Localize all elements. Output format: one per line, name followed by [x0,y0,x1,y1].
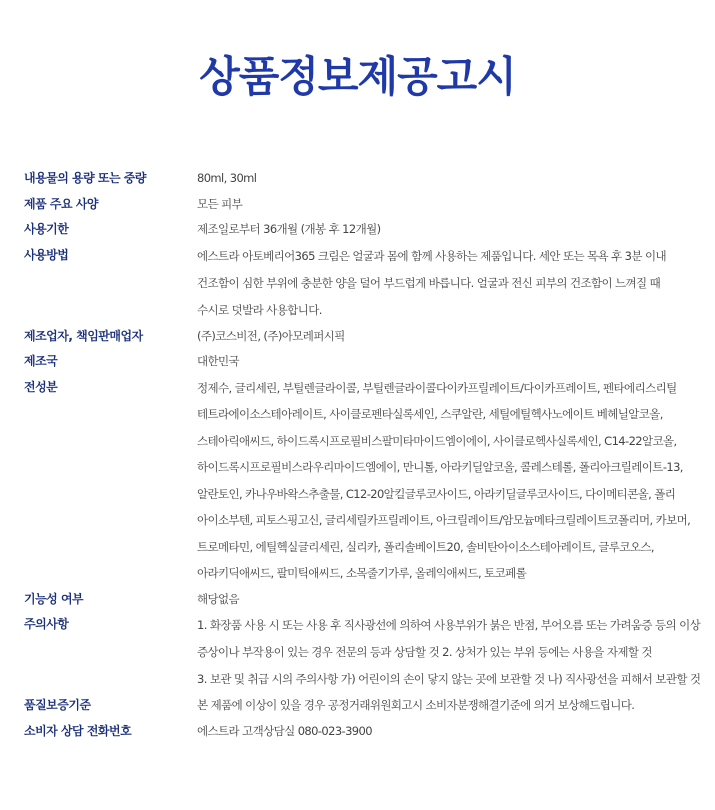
info-value-line: 3. 보관 및 취급 시의 주의사항 가) 어린이의 손이 닿지 않는 곳에 보관할 것 나) 직사광선을 피해서 보관할 것 [197,672,701,686]
info-label: 주의사항 [24,617,69,631]
info-value-line: 모든 피부 [197,196,243,211]
info-value [197,612,700,693]
info-value-line: 80ml, 30ml [197,171,257,185]
info-value [197,375,694,587]
info-value-line: 테트라에이소스테아레이트, 사이클로펜타실록세인, 스쿠알란, 세틸에틸헥사노에이트 베헤닐알코올, [197,407,663,421]
info-value [197,324,694,350]
info-value-line: 1. 화장품 사용 시 또는 사용 후 직사광선에 의하여 사용부위가 붉은 반점, 부어오름 또는 가려움증 등의 이상 [197,618,701,632]
info-value-line: 수시로 덧발라 사용합니다. [197,302,322,317]
info-label: 전성분 [24,379,58,394]
info-value-line: 증상이나 부작용이 있는 경우 전문의 등과 상담할 것 2. 상처가 있는 부위 등에는 사용을 자제할 것 [197,645,652,659]
info-label: 기능성 여부 [24,591,84,606]
info-row-manufacturer [24,324,694,350]
info-value [197,349,694,375]
info-row-capacity [24,166,694,192]
info-value-line: 해당없음 [197,591,240,606]
info-row-ingredients [24,375,694,587]
info-value-line: (주)코스비전, (주)아모레퍼시픽 [197,328,345,343]
info-value-line: 본 제품에 이상이 있을 경우 공정거래위원회고시 소비자분쟁해결기준에 의거 보상해드립니다. [197,698,635,712]
info-row-expiry [24,217,694,243]
info-row-spec [24,192,694,218]
info-value [197,587,694,613]
info-value-line: 스테아릭애씨드, 하이드록시프로필비스팔미타마이드엠이에이, 사이클로헥사실록세인, C14-22알코올, [197,433,677,448]
info-row-usage [24,243,694,324]
info-value-line: 아라키딕애씨드, 팔미틱애씨드, 소목줄기가루, 올레익애씨드, 토코페롤 [197,566,527,580]
info-label: 품질보증기준 [24,698,91,712]
info-value-line: 에스트라 아토베리어365 크림은 얼굴과 몸에 함께 사용하는 제품입니다. 세안 또는 목욕 후 3분 이내 [197,248,666,263]
info-row-country [24,349,694,375]
info-label: 내용물의 용량 또는 중량 [24,171,146,185]
info-value-line: 건조함이 심한 부위에 충분한 양을 덜어 부드럽게 바릅니다. 얼굴과 전신 피부의 건조함이 느껴질 때 [197,275,661,290]
info-value-line: 하이드록시프로필비스라우리마이드엠에이, 만니톨, 아라키딜알코올, 콜레스테롤, 폴리아크릴레이트-13, [197,460,683,474]
page-title: 상품정보제공고시 [199,52,516,101]
info-row-contact [24,719,694,745]
info-label: 소비자 상담 전화번호 [24,723,132,738]
info-value-line: 정제수, 글리세린, 부틸렌글라이콜, 부틸렌글라이콜다이카프릴레이트/다이카프레이트, 펜타에리스리틸 [197,380,677,395]
product-info-table [24,166,701,744]
info-row-functional [24,587,694,613]
info-value-line: 아이소부텐, 피토스핑고신, 글리세릴카프릴레이트, 아크릴레이트/암모늄메타크릴레이트코폴리머, 카보머, [197,513,691,527]
info-row-cautions [24,612,701,693]
info-label: 제품 주요 사양 [24,196,98,211]
info-value-line: 트로메타민, 에틸헥실글리세린, 실리카, 폴리솔베이트20, 솔비탄아이소스테아레이트, 글루코오스, [197,539,654,554]
info-value [197,693,694,719]
info-value [197,192,694,218]
info-label: 사용기한 [24,222,69,236]
info-value [197,217,694,243]
info-label: 사용방법 [24,247,69,262]
info-value-line: 대한민국 [197,354,240,368]
info-value [197,166,694,192]
info-value [197,719,694,745]
info-value-line: 에스트라 고객상담실 080-023-3900 [197,723,372,738]
info-label: 제조업자, 책임판매업자 [24,328,143,343]
info-value-line: 제조일로부터 36개월 (개봉 후 12개월) [197,222,381,236]
info-row-quality [24,693,694,719]
info-label: 제조국 [24,354,58,368]
info-value-line: 알란토인, 카나우바왁스추출물, C12-20알킬글루코사이드, 아라키딜글루코사이드, 다이메티콘올, 폴리 [197,486,676,501]
info-value [197,243,694,324]
